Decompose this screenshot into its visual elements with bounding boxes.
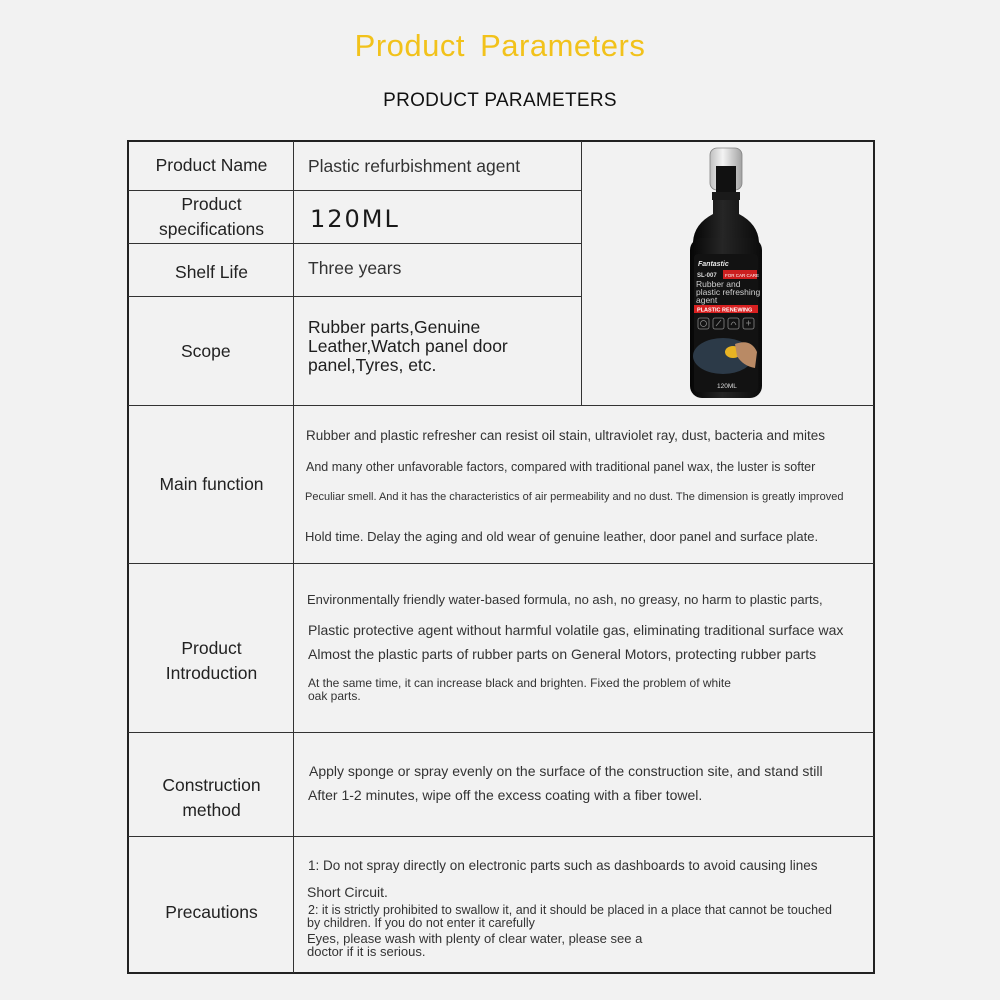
bottle-tag: FOR CAR CARE <box>725 273 760 278</box>
row-divider <box>128 243 581 244</box>
bottle-name-line: plastic refreshing <box>696 287 761 297</box>
main-function-line: Peculiar smell. And it has the characteristics of air permeability and no dust. The dimension is greatly improved <box>305 491 844 503</box>
introduction-line: Almost the plastic parts of rubber parts on General Motors, protecting rubber parts <box>308 646 817 662</box>
introduction-line: Environmentally friendly water-based formula, no ash, no greasy, no harm to plastic parts, <box>307 592 823 607</box>
precautions-line: by children. If you do not enter it carefully <box>307 916 535 930</box>
bottle-name-line: Rubber and <box>696 279 741 289</box>
construction-line: After 1-2 minutes, wipe off the excess coating with a fiber towel. <box>308 787 703 803</box>
precautions-line: 1: Do not spray directly on electronic parts such as dashboards to avoid causing lines <box>308 858 818 873</box>
value-scope: Rubber parts,Genuine Leather,Watch panel door panel,Tyres, etc. <box>308 317 508 375</box>
label-scope: Scope <box>181 340 231 361</box>
label-specifications: Product specifications <box>158 194 265 239</box>
introduction-line: Plastic protective agent without harmful volatile gas, eliminating traditional surface wax <box>308 622 844 638</box>
value-shelf-life: Three years <box>308 258 402 278</box>
label-construction: Construction method <box>162 775 261 820</box>
value-specifications: 120ML <box>310 205 400 233</box>
bottle-volume: 120ML <box>717 383 737 390</box>
bottle-sprayer <box>716 166 736 196</box>
page-title: Product Parameters <box>354 28 646 63</box>
bottle-name-line: agent <box>696 295 718 305</box>
label-introduction: Product Introduction <box>165 638 258 683</box>
construction-line: Apply sponge or spray evenly on the surface of the construction site, and stand still <box>309 763 823 779</box>
label-precautions: Precautions <box>165 901 258 922</box>
label-product-name: Product Name <box>155 155 268 175</box>
bottle-neck <box>693 200 759 242</box>
introduction-line: At the same time, it can increase black and brighten. Fixed the problem of white <box>308 676 731 690</box>
bottle-brand: Fantastic <box>698 261 729 268</box>
product-photo <box>583 142 873 404</box>
precautions-line: Short Circuit. <box>307 884 388 900</box>
main-function-line: And many other unfavorable factors, compared with traditional panel wax, the luster is softer <box>306 460 816 474</box>
main-function-line: Rubber and plastic refresher can resist oil stain, ultraviolet ray, dust, bacteria and mites <box>306 428 825 443</box>
introduction-line: oak parts. <box>308 689 361 703</box>
bottle-line-code: SL-007 <box>697 273 717 279</box>
label-main-function: Main function <box>159 474 264 494</box>
label-shelf-life: Shelf Life <box>175 262 248 282</box>
value-product-name: Plastic refurbishment agent <box>308 156 521 176</box>
precautions-line: Eyes, please wash with plenty of clear water, please see a <box>307 931 643 946</box>
spray-bottle-image <box>583 142 873 404</box>
precautions-line: doctor if it is serious. <box>307 944 426 959</box>
main-function-line: Hold time. Delay the aging and old wear of genuine leather, door panel and surface plate. <box>305 529 819 544</box>
page-subtitle: PRODUCT PARAMETERS <box>383 90 617 111</box>
bottle-band-text: PLASTIC RENEWING <box>697 307 753 314</box>
precautions-line: 2: it is strictly prohibited to swallow it, and it should be placed in a place that cannot be touched <box>308 903 832 917</box>
column-divider <box>581 141 582 405</box>
